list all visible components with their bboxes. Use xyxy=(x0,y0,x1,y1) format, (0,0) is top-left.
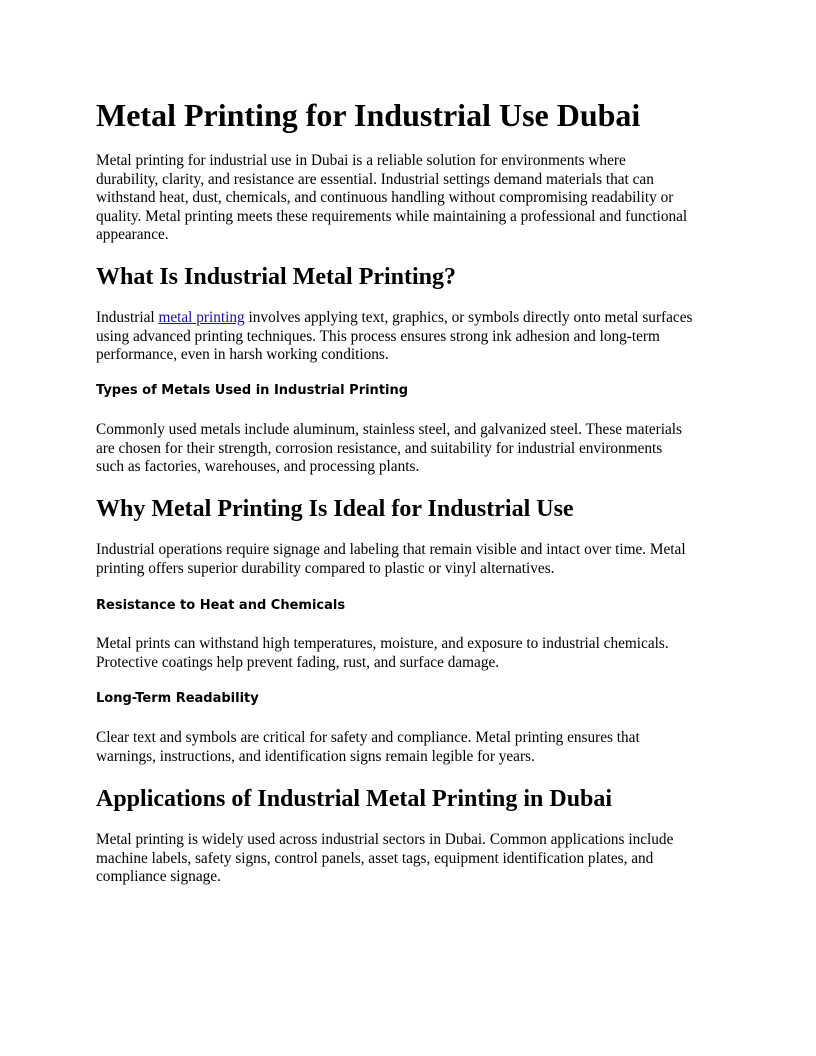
subheading-readability: Long-Term Readability xyxy=(96,691,259,706)
text-line: Protective coatings help prevent fading, rust, and surface damage. xyxy=(96,653,500,671)
text-line: Commonly used metals include aluminum, stainless steel, and galvanized steel. These materials xyxy=(96,421,682,438)
text-line: durability, clarity, and resistance are essential. Industrial settings demand materials that can xyxy=(96,170,654,188)
page-title: Metal Printing for Industrial Use Dubai xyxy=(96,97,641,133)
text-fragment: Industrial xyxy=(96,309,159,326)
text-line: performance, even in harsh working conditions. xyxy=(96,346,389,363)
types-paragraph xyxy=(96,421,726,477)
subheading-resistance: Resistance to Heat and Chemicals xyxy=(96,598,346,613)
heading-applications: Applications of Industrial Metal Printing in Dubai xyxy=(96,786,613,812)
heading-what-is: What Is Industrial Metal Printing? xyxy=(96,264,457,290)
resistance-paragraph xyxy=(96,635,726,672)
text-line: Clear text and symbols are critical for safety and compliance. Metal printing ensures that xyxy=(96,729,640,746)
text-line: Metal printing is widely used across industrial sectors in Dubai. Common applications include xyxy=(96,831,674,848)
text-line: warnings, instructions, and identification signs remain legible for years. xyxy=(96,747,535,765)
subheading-types-of-metals: Types of Metals Used in Industrial Printing xyxy=(96,383,409,398)
text-line: are chosen for their strength, corrosion resistance, and suitability for industrial environments xyxy=(96,439,663,457)
applications-paragraph xyxy=(96,831,726,887)
text-line xyxy=(96,309,726,328)
text-line: such as factories, warehouses, and processing plants. xyxy=(96,458,420,475)
text-line: using advanced printing techniques. This process ensures strong ink adhesion and long-term xyxy=(96,327,660,345)
what-is-paragraph xyxy=(96,309,726,365)
metal-printing-link[interactable]: metal printing xyxy=(158,309,245,326)
intro-paragraph xyxy=(96,152,726,245)
text-line: Metal prints can withstand high temperatures, moisture, and exposure to industrial chemicals. xyxy=(96,635,669,652)
text-line: quality. Metal printing meets these requirements while maintaining a professional and functional xyxy=(96,207,688,225)
why-paragraph xyxy=(96,541,726,578)
text-line: machine labels, safety signs, control panels, asset tags, equipment identification plates, and xyxy=(96,849,654,867)
heading-why: Why Metal Printing Is Ideal for Industrial Use xyxy=(96,496,574,522)
text-line: compliance signage. xyxy=(96,868,221,885)
text-line: Metal printing for industrial use in Dubai is a reliable solution for environments where xyxy=(96,152,626,169)
text-line: appearance. xyxy=(96,226,169,243)
text-line: Industrial operations require signage and labeling that remain visible and intact over time. Metal xyxy=(96,541,686,558)
text-fragment: involves applying text, graphics, or symbols directly onto metal surfaces xyxy=(244,309,693,326)
readability-paragraph xyxy=(96,729,726,766)
text-line: withstand heat, dust, chemicals, and continuous handling without compromising readability or xyxy=(96,189,674,206)
text-line: printing offers superior durability compared to plastic or vinyl alternatives. xyxy=(96,559,555,577)
